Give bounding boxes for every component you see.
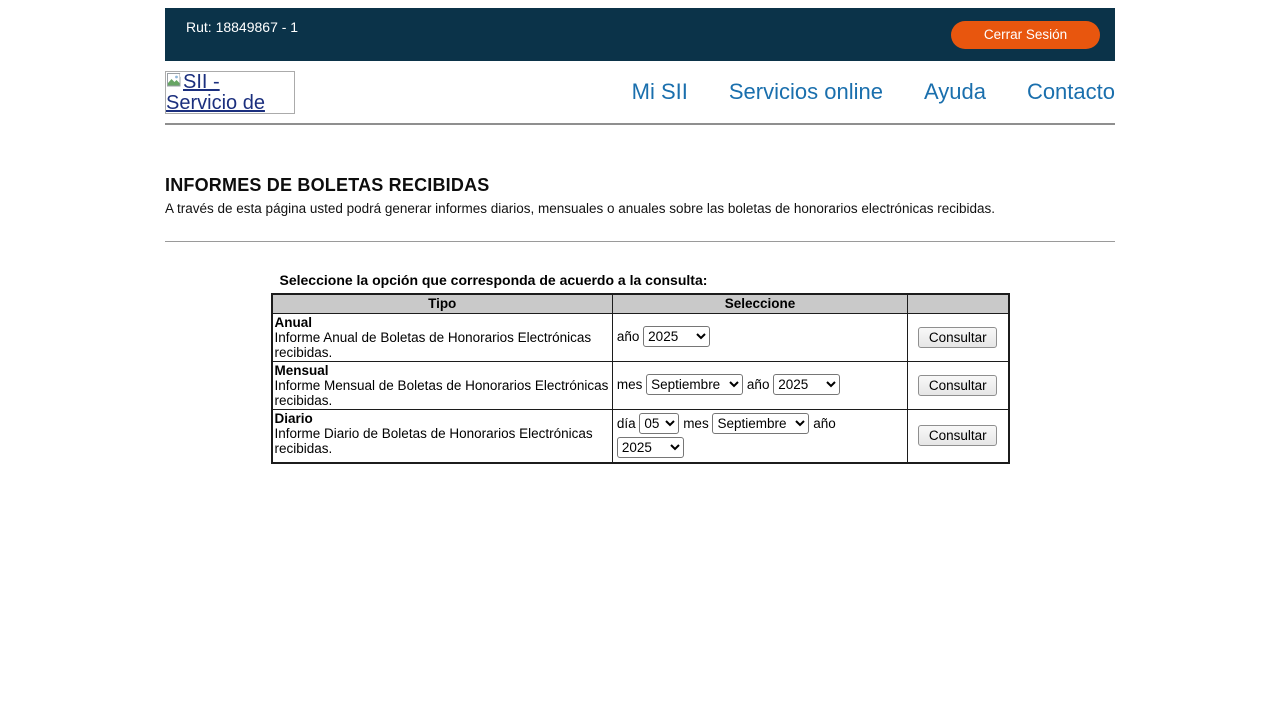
- header-row: [165, 61, 1115, 125]
- diario-mes-select[interactable]: [712, 413, 809, 434]
- table-row-diario: [272, 409, 1009, 463]
- anual-ano-label: año: [616, 329, 640, 344]
- diario-description: Informe Diario de Boletas de Honorarios Electrónicas recibidas.: [274, 425, 593, 456]
- mensual-consultar-button[interactable]: Consultar: [918, 375, 997, 396]
- column-header-seleccione: Seleccione: [612, 294, 907, 313]
- rut-label: Rut: 18849867 - 1: [186, 19, 299, 35]
- logo-alt-text: SII - Servicio de: [166, 70, 265, 114]
- mensual-select-cell: [612, 361, 907, 409]
- diario-dia-select[interactable]: [639, 413, 679, 434]
- form-instruction: Seleccione la opción que corresponda de acuerdo a la consulta:: [279, 272, 708, 288]
- nav-link-servicios-online[interactable]: Servicios online: [728, 79, 883, 104]
- diario-ano-select[interactable]: [617, 437, 684, 458]
- topbar: [165, 8, 1115, 61]
- mensual-action-cell: [908, 361, 1009, 409]
- content-divider: [165, 241, 1115, 242]
- anual-select-cell: [612, 313, 907, 361]
- nav-link-mi-sii[interactable]: Mi SII: [631, 79, 688, 104]
- anual-ano-select[interactable]: [643, 326, 710, 347]
- mensual-description: Informe Mensual de Boletas de Honorarios Electrónicas recibidas.: [274, 377, 609, 408]
- mensual-mes-label: mes: [616, 377, 643, 392]
- page-container: [165, 0, 1115, 464]
- main-nav: [632, 79, 1115, 105]
- mensual-ano-label: año: [746, 377, 770, 392]
- logout-button[interactable]: Cerrar Sesión: [951, 21, 1100, 49]
- diario-type-cell: [272, 409, 613, 463]
- nav-link-contacto[interactable]: Contacto: [1026, 79, 1115, 104]
- diario-mes-label: mes: [683, 415, 709, 431]
- diario-consultar-button[interactable]: Consultar: [918, 425, 997, 446]
- column-header-tipo: Tipo: [272, 294, 613, 313]
- broken-image-icon: [167, 73, 182, 88]
- table-row-mensual: [272, 361, 1009, 409]
- table-row-anual: [272, 313, 1009, 361]
- mensual-mes-select[interactable]: [646, 374, 743, 395]
- page-subtitle: A través de esta página usted podrá generar informes diarios, mensuales o anuales sobre las boletas de honorarios electrónicas recibidas.: [165, 201, 995, 216]
- diario-dia-label: día: [616, 415, 636, 431]
- anual-action-cell: [908, 313, 1009, 361]
- column-header-empty: [908, 294, 1009, 313]
- anual-consultar-button[interactable]: Consultar: [918, 327, 997, 348]
- report-form: [271, 272, 1010, 464]
- sii-logo-broken-image[interactable]: [165, 71, 295, 114]
- mensual-type-cell: [272, 361, 613, 409]
- anual-title: Anual: [274, 314, 313, 330]
- page-title: INFORMES DE BOLETAS RECIBIDAS: [165, 175, 490, 195]
- diario-ano-label: año: [813, 415, 836, 431]
- diario-select-cell: [612, 409, 907, 463]
- mensual-ano-select[interactable]: [773, 374, 840, 395]
- anual-description: Informe Anual de Boletas de Honorarios Electrónicas recibidas.: [274, 329, 592, 360]
- table-header-row: [272, 294, 1009, 313]
- report-options-table: [271, 293, 1010, 464]
- mensual-title: Mensual: [274, 362, 329, 378]
- diario-action-cell: [908, 409, 1009, 463]
- anual-type-cell: [272, 313, 613, 361]
- diario-title: Diario: [274, 410, 313, 426]
- nav-link-ayuda[interactable]: Ayuda: [923, 79, 986, 104]
